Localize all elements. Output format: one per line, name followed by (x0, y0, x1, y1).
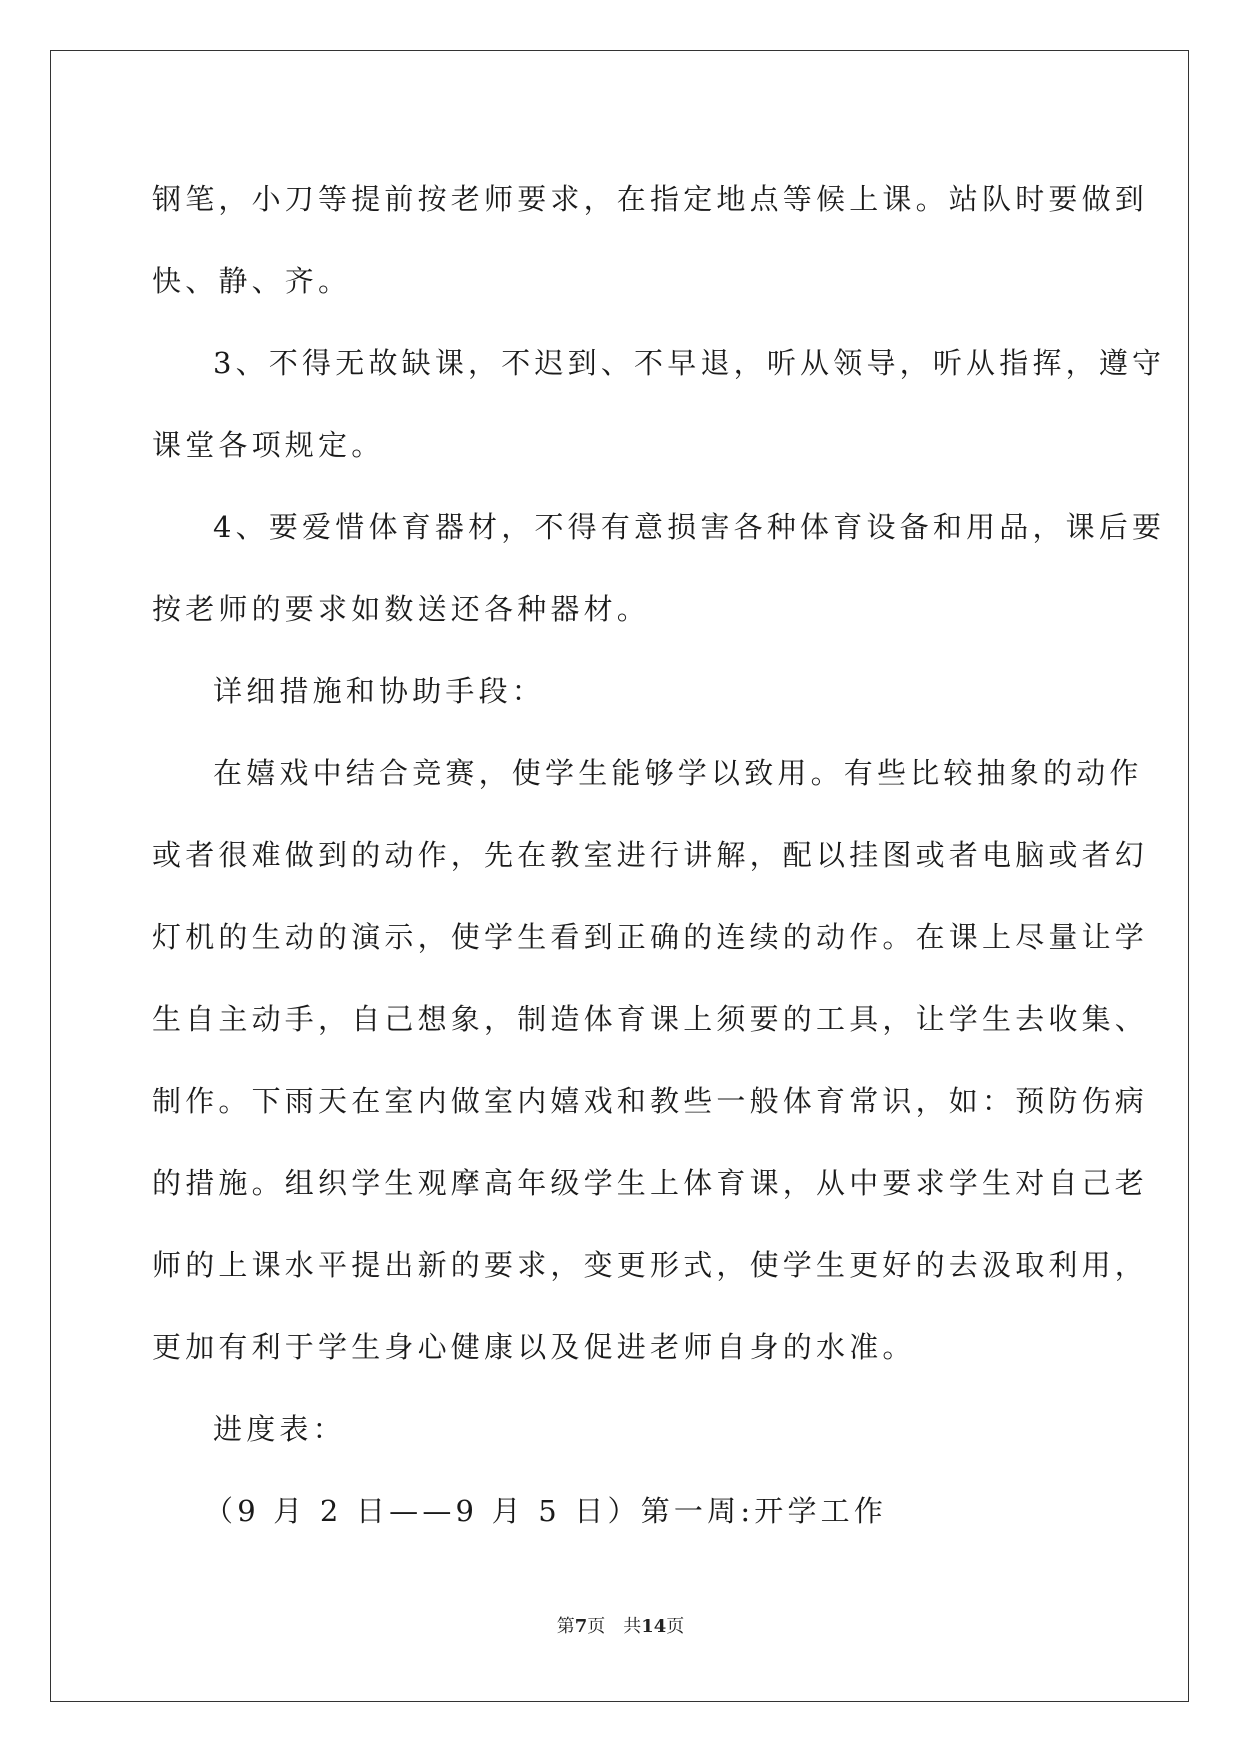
text-line: 快、静、齐。 (152, 264, 352, 298)
text-line: 3、不得无故缺课，不迟到、不早退，听从领导，听从指挥，遵守 (213, 346, 1166, 380)
section-heading: 详细措施和协助手段： (213, 674, 546, 708)
page-footer (0, 1612, 1241, 1638)
footer-prefix: 第 (556, 1616, 575, 1637)
text-line: 在嬉戏中结合竞赛，使学生能够学以致用。有些比较抽象的动作 (213, 756, 1143, 790)
footer-page-number: 7 (574, 1616, 588, 1637)
document-body (152, 158, 1166, 1552)
footer-suffix: 页 (666, 1616, 685, 1637)
footer-middle: 页 共 (587, 1616, 642, 1637)
schedule-line: （9 月 2 日——9 月 5 日）第一周:开学工作 (204, 1494, 888, 1528)
section-heading: 进度表： (213, 1412, 346, 1446)
text-line: 钢笔，小刀等提前按老师要求，在指定地点等候上课。站队时要做到 (152, 182, 1149, 216)
text-line: 生自主动手，自己想象，制造体育课上须要的工具，让学生去收集、 (152, 1002, 1149, 1036)
text-line: 按老师的要求如数送还各种器材。 (152, 592, 651, 626)
text-line: 或者很难做到的动作，先在教室进行讲解，配以挂图或者电脑或者幻 (152, 838, 1149, 872)
text-line: 的措施。组织学生观摩高年级学生上体育课，从中要求学生对自己老 (152, 1166, 1149, 1200)
text-line: 制作。下雨天在室内做室内嬉戏和教些一般体育常识，如：预防伤病 (152, 1084, 1149, 1118)
text-line: 灯机的生动的演示，使学生看到正确的连续的动作。在课上尽量让学 (152, 920, 1149, 954)
text-line: 更加有利于学生身心健康以及促进老师自身的水准。 (152, 1330, 916, 1364)
text-line: 4、要爱惜体育器材，不得有意损害各种体育设备和用品，课后要 (213, 510, 1166, 544)
text-line: 课堂各项规定。 (152, 428, 385, 462)
text-line: 师的上课水平提出新的要求，变更形式，使学生更好的去汲取利用， (152, 1248, 1149, 1282)
footer-total-pages: 14 (641, 1616, 667, 1637)
